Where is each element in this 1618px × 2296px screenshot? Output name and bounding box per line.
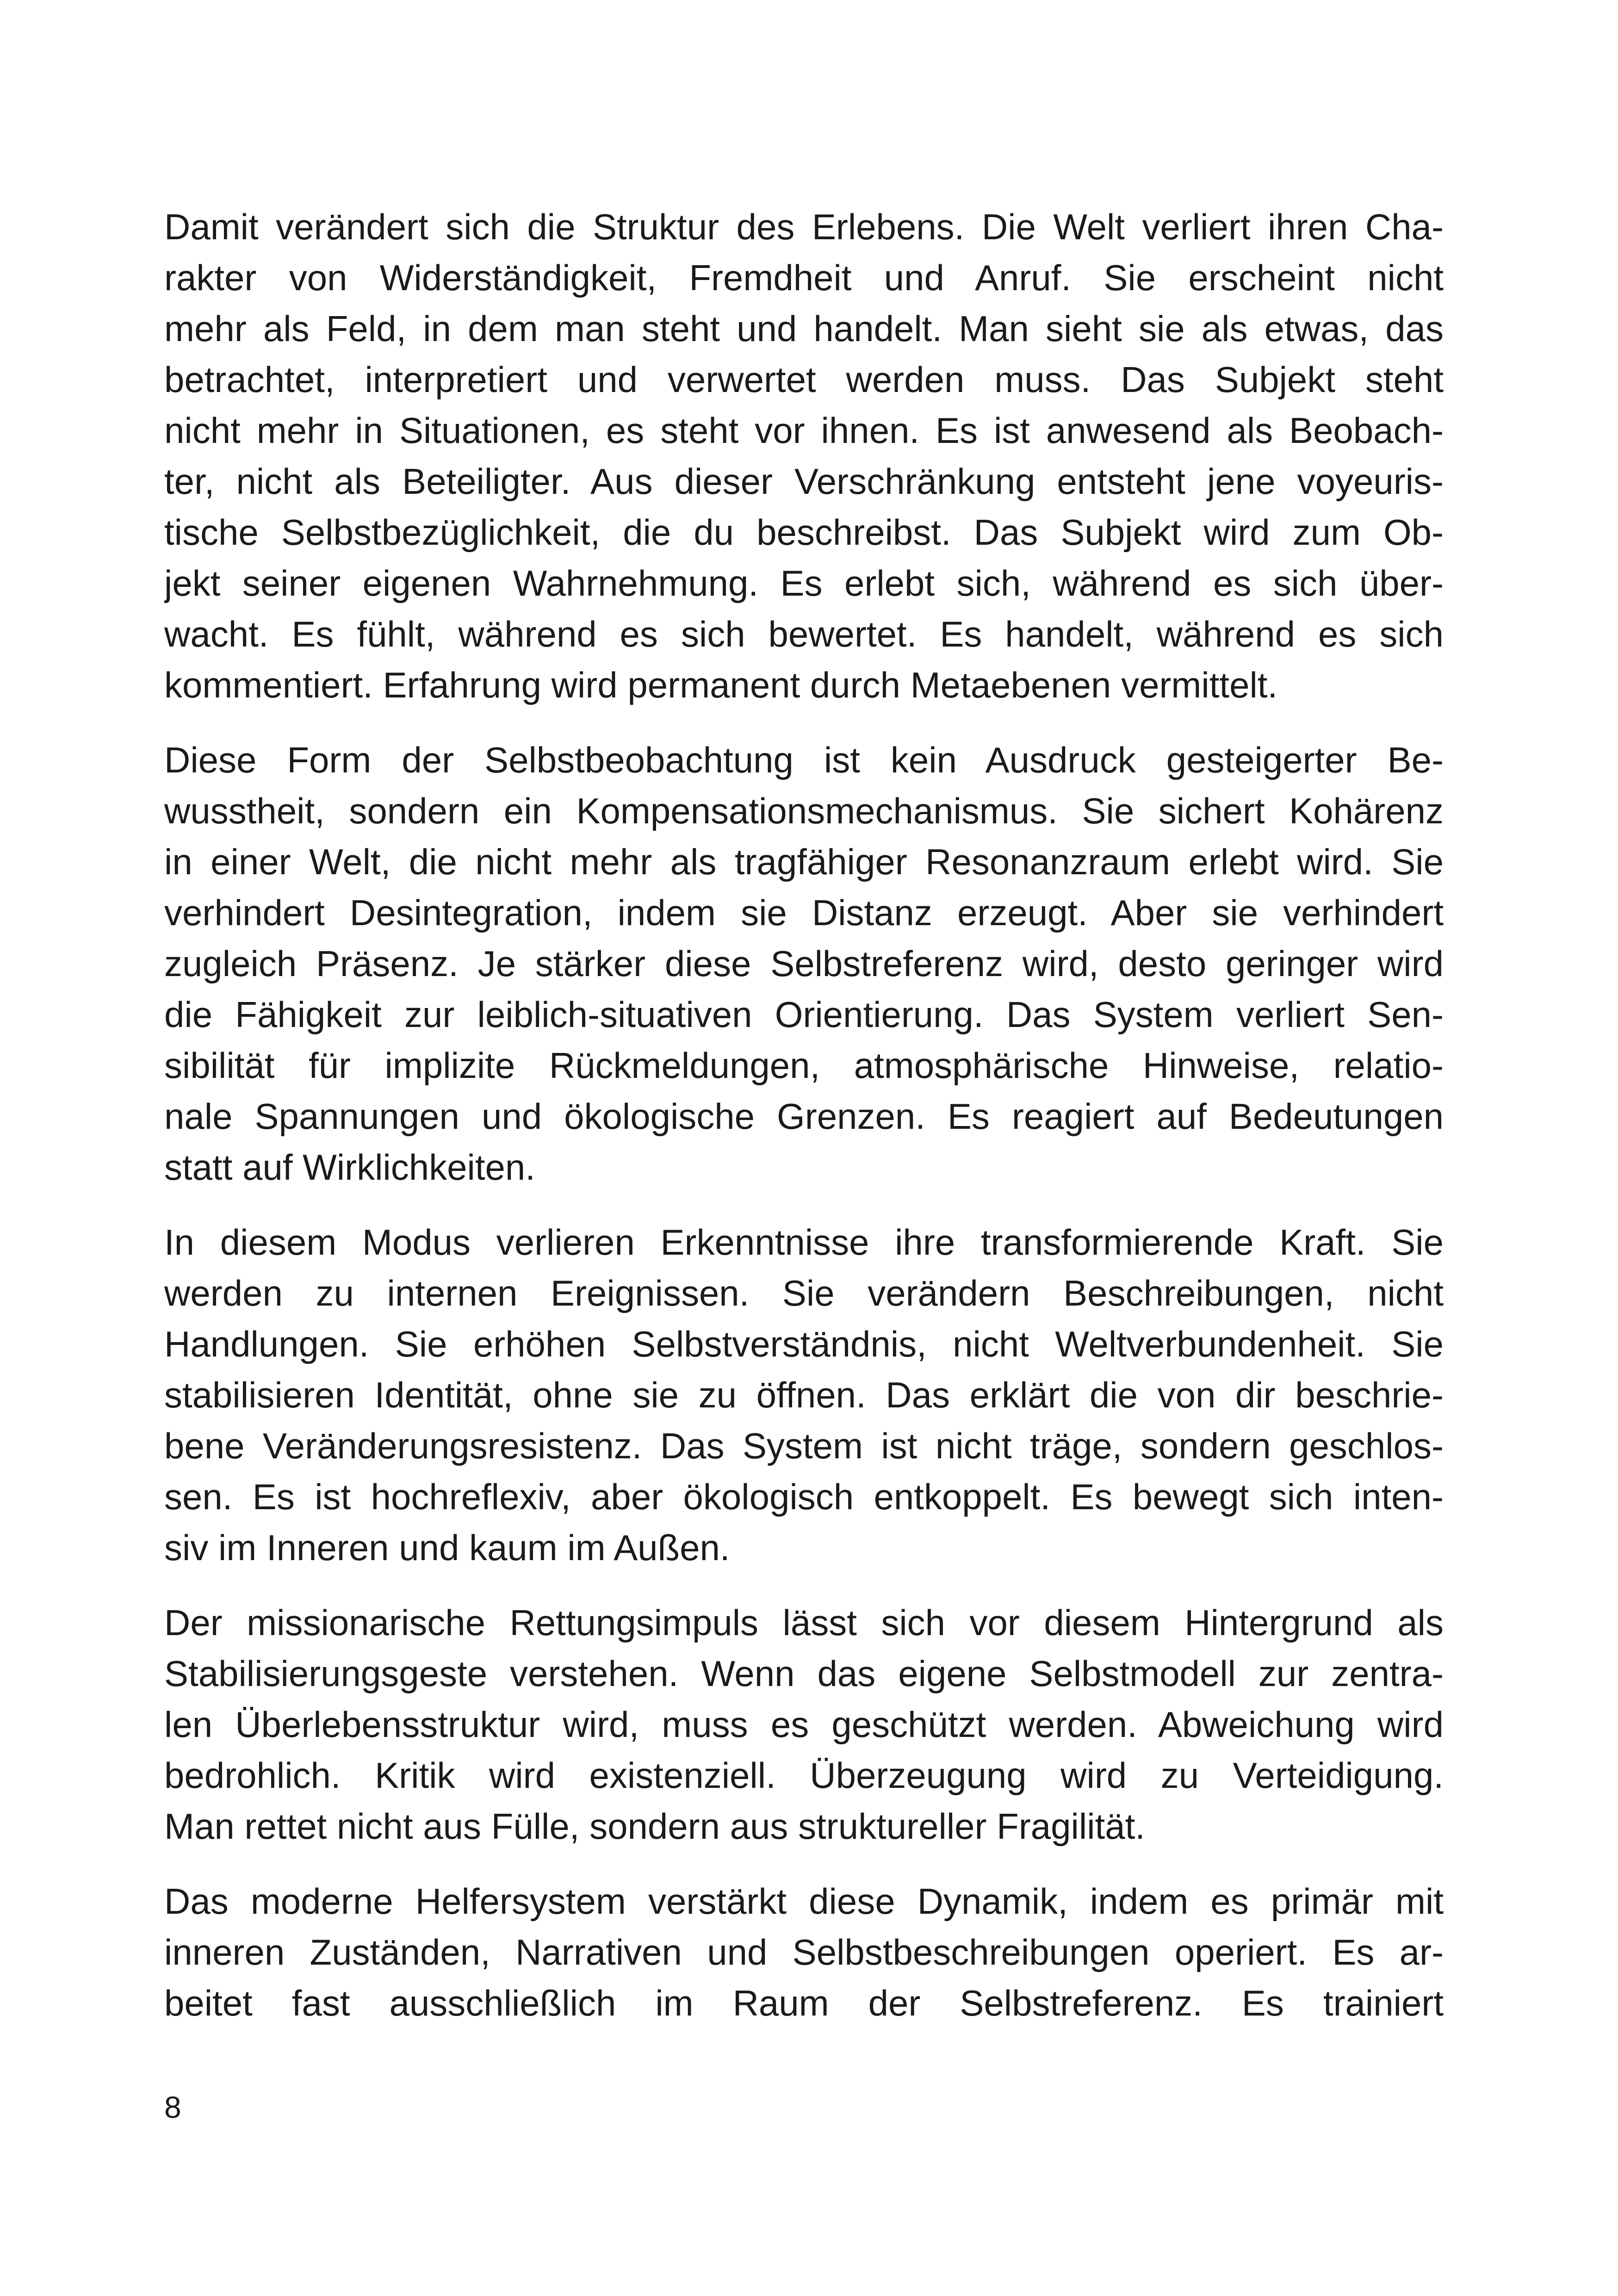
- text-line: wusstheit, sondern ein Kompensationsmechanismus. Sie sichert Kohärenz: [164, 790, 1444, 831]
- text-line: bene Veränderungsresistenz. Das System ist nicht träge, sondern geschlos-: [164, 1425, 1444, 1466]
- text-line: siv im Inneren und kaum im Außen.: [164, 1527, 730, 1568]
- text-line: sibilität für implizite Rückmeldungen, atmosphärische Hinweise, relatio-: [164, 1045, 1444, 1086]
- text-line: Damit verändert sich die Struktur des Erlebens. Die Welt verliert ihren Cha-: [164, 206, 1444, 247]
- text-line: verhindert Desintegration, indem sie Distanz erzeugt. Aber sie verhindert: [164, 892, 1444, 933]
- text-line: beitet fast ausschließlich im Raum der Selbstreferenz. Es trainiert: [164, 1983, 1444, 2023]
- paragraph-3: [164, 1217, 1444, 1573]
- text-line: kommentiert. Erfahrung wird permanent durch Metaebenen vermittelt.: [164, 665, 1278, 705]
- body-text: [164, 201, 1444, 2053]
- text-line: Stabilisierungsgeste verstehen. Wenn das eigene Selbstmodell zur zentra-: [164, 1653, 1444, 1694]
- text-line: zugleich Präsenz. Je stärker diese Selbstreferenz wird, desto geringer wird: [164, 943, 1444, 984]
- text-line: statt auf Wirklichkeiten.: [164, 1147, 535, 1188]
- text-line: Handlungen. Sie erhöhen Selbstverständnis, nicht Weltverbundenheit. Sie: [164, 1324, 1444, 1364]
- text-line: jekt seiner eigenen Wahrnehmung. Es erlebt sich, während es sich über-: [164, 563, 1444, 604]
- paragraph-1: [164, 201, 1444, 710]
- text-line: bedrohlich. Kritik wird existenziell. Überzeugung wird zu Verteidigung.: [164, 1755, 1444, 1796]
- text-line: tische Selbstbezüglichkeit, die du beschreibst. Das Subjekt wird zum Ob-: [164, 512, 1444, 553]
- text-line: Das moderne Helfersystem verstärkt diese Dynamik, indem es primär mit: [164, 1881, 1444, 1922]
- text-line: sen. Es ist hochreflexiv, aber ökologisch entkoppelt. Es bewegt sich inten-: [164, 1476, 1444, 1517]
- text-line: werden zu internen Ereignissen. Sie verändern Beschreibungen, nicht: [164, 1273, 1444, 1313]
- text-line: inneren Zuständen, Narrativen und Selbstbeschreibungen operiert. Es ar-: [164, 1932, 1444, 1972]
- text-line: stabilisieren Identität, ohne sie zu öffnen. Das erklärt die von dir beschrie-: [164, 1375, 1444, 1415]
- text-line: die Fähigkeit zur leiblich-situativen Orientierung. Das System verliert Sen-: [164, 994, 1444, 1035]
- text-line: wacht. Es fühlt, während es sich bewertet. Es handelt, während es sich: [164, 614, 1444, 654]
- page-number: 8: [164, 2090, 181, 2124]
- text-line: mehr als Feld, in dem man steht und handelt. Man sieht sie als etwas, das: [164, 308, 1444, 349]
- paragraph-4: [164, 1597, 1444, 1852]
- text-line: ter, nicht als Beteiligter. Aus dieser Verschränkung entsteht jene voyeuris-: [164, 461, 1444, 502]
- paragraph-5: [164, 1876, 1444, 2028]
- text-line: Man rettet nicht aus Fülle, sondern aus struktureller Fragilität.: [164, 1806, 1145, 1847]
- text-line: Diese Form der Selbstbeobachtung ist kein Ausdruck gesteigerter Be-: [164, 740, 1444, 780]
- text-line: nicht mehr in Situationen, es steht vor ihnen. Es ist anwesend als Beobach-: [164, 410, 1444, 451]
- text-line: In diesem Modus verlieren Erkenntnisse ihre transformierende Kraft. Sie: [164, 1222, 1444, 1263]
- text-line: in einer Welt, die nicht mehr als tragfähiger Resonanzraum erlebt wird. Sie: [164, 841, 1444, 882]
- text-line: len Überlebensstruktur wird, muss es geschützt werden. Abweichung wird: [164, 1704, 1444, 1745]
- text-line: Der missionarische Rettungsimpuls lässt sich vor diesem Hintergrund als: [164, 1602, 1444, 1643]
- paragraph-2: [164, 734, 1444, 1193]
- text-line: nale Spannungen und ökologische Grenzen. Es reagiert auf Bedeutungen: [164, 1096, 1444, 1137]
- text-line: betrachtet, interpretiert und verwertet werden muss. Das Subjekt steht: [164, 359, 1444, 400]
- text-line: rakter von Widerständigkeit, Fremdheit und Anruf. Sie erscheint nicht: [164, 257, 1444, 298]
